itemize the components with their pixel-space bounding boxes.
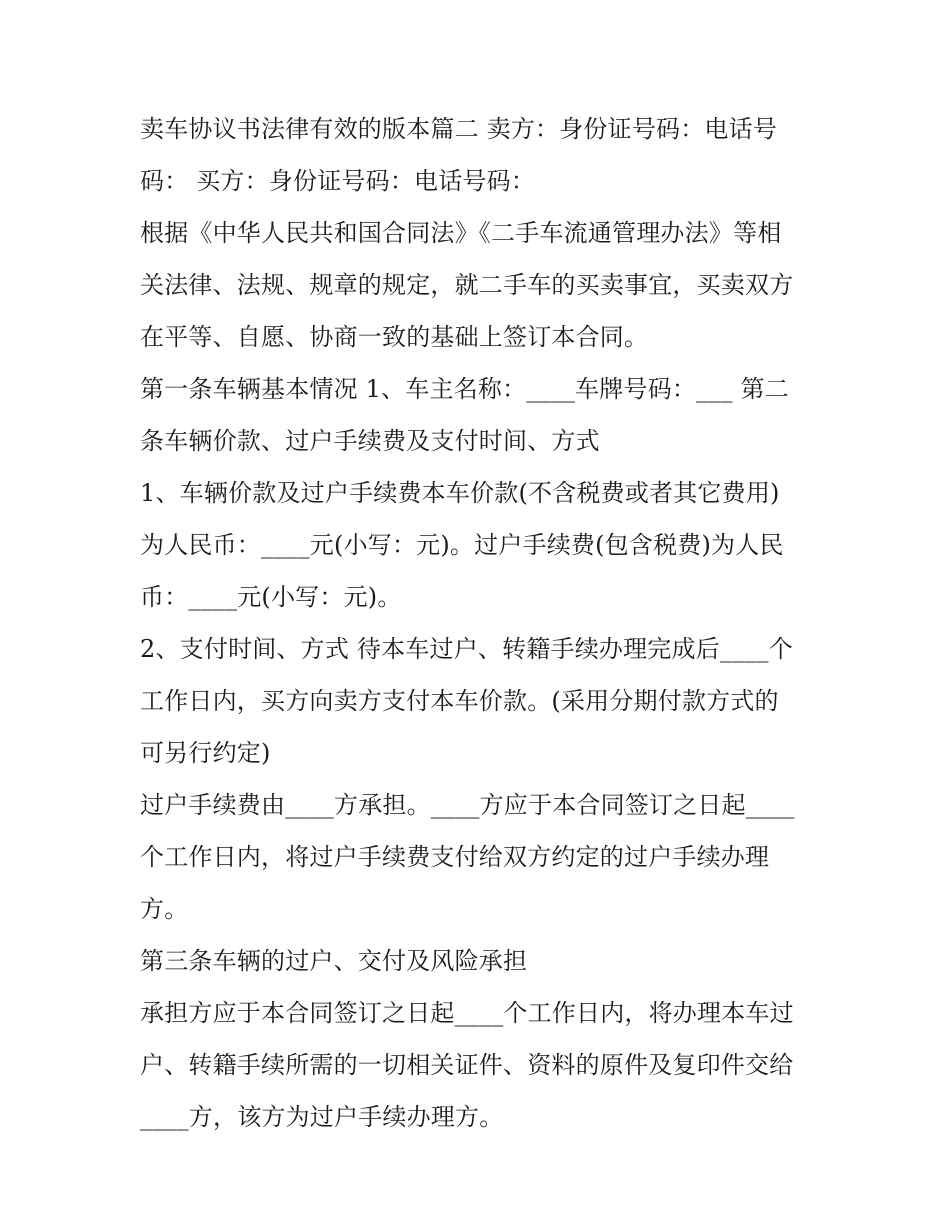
text-line: 可另行约定) xyxy=(140,739,271,767)
text-line: 承担方应于本合同签订之日起____个工作日内，将办理本车过 xyxy=(140,999,794,1027)
text-line: 1、车辆价款及过户手续费本车价款(不含税费或者其它费用) xyxy=(140,479,780,507)
text-line: 币：____元(小写：元)。 xyxy=(140,583,402,611)
text-line: 过户手续费由____方承担。____方应于本合同签订之日起____ xyxy=(140,791,795,819)
text-line: 第三条车辆的过户、交付及风险承担 xyxy=(140,947,528,975)
text-line: 为人民币：____元(小写：元)。过户手续费(包含税费)为人民 xyxy=(140,531,784,559)
text-line: 码： 买方：身份证号码：电话号码： xyxy=(140,167,536,195)
text-line: 条车辆价款、过户手续费及支付时间、方式 xyxy=(140,427,600,455)
text-line: 工作日内，买方向卖方支付本车价款。(采用分期付款方式的 xyxy=(140,687,779,715)
text-line: 户、转籍手续所需的一切相关证件、资料的原件及复印件交给 xyxy=(140,1051,794,1079)
text-line: 卖车协议书法律有效的版本篇二 卖方：身份证号码：电话号 xyxy=(140,115,778,143)
text-line: ____方，该方为过户手续办理方。 xyxy=(140,1103,504,1131)
text-line: 在平等、自愿、协商一致的基础上签订本合同。 xyxy=(140,323,649,351)
text-line: 第一条车辆基本情况 1、车主名称：____车牌号码：___ 第二 xyxy=(140,375,789,403)
text-line: 关法律、法规、规章的规定，就二手车的买卖事宜，买卖双方 xyxy=(140,271,794,299)
text-line: 方。 xyxy=(140,895,189,923)
text-line: 根据《中华人民共和国合同法》《二手车流通管理办法》等相 xyxy=(140,219,782,247)
document-body xyxy=(140,103,830,1143)
text-line: 个工作日内，将过户手续费支付给双方约定的过户手续办理 xyxy=(140,843,770,871)
text-line: 2、支付时间、方式 待本车过户、转籍手续办理完成后____个 xyxy=(140,635,793,663)
